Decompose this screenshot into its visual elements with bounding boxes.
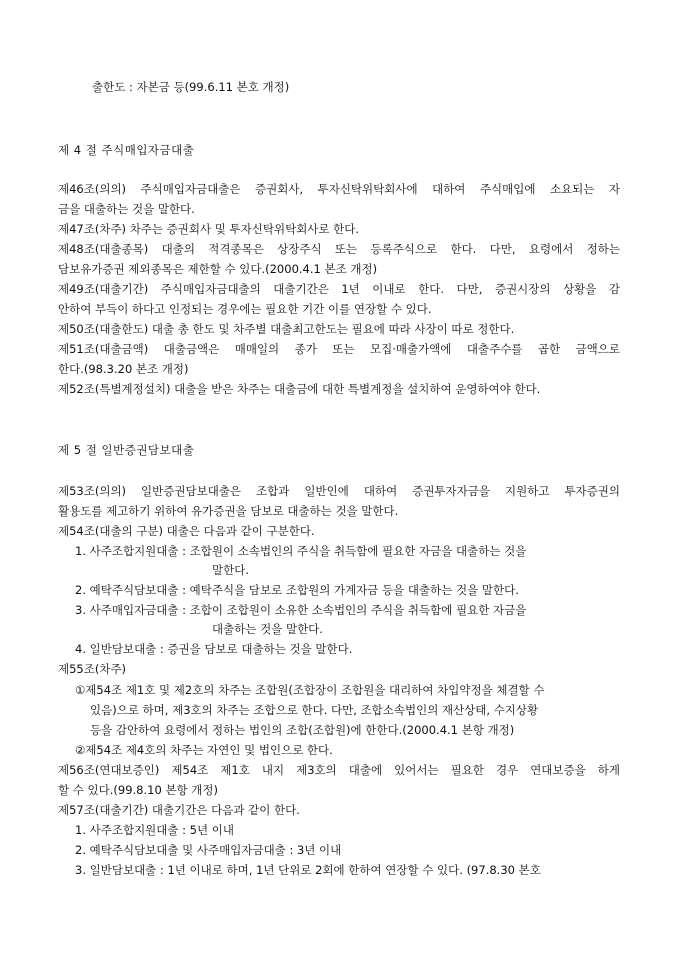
article-56-line-1: 제56조(연대보증인) 제54조 제1호 내지 제3호의 대출에 있어서는 필요한 경우 연대보증을 하게 (58, 763, 620, 777)
article-49-line-2: 안하여 부득이 하다고 인정되는 경우에는 필요한 기간 이를 연장할 수 있다. (58, 302, 432, 316)
article-54-item-2: 2. 예탁주식담보대출 : 예탁주식을 담보로 조합원의 가계자금 등을 대출하는 것을 말한다. (75, 583, 519, 597)
article-54-item-3-line-2: 대출하는 것을 말한다. (212, 622, 323, 636)
article-57-item-1: 1. 사주조합지원대출 : 5년 이내 (75, 823, 234, 837)
article-55-para-1-line-2: 있음)으로 하며, 제3호의 차주는 조합으로 한다. 다만, 조합소속법인의 재산상태, 수지상황 (90, 703, 539, 717)
article-54: 제54조(대출의 구분) 대출은 다음과 같이 구분한다. (58, 524, 315, 538)
article-55-para-1-line-1: ①제54조 제1호 및 제2호의 차주는 조합원(조합장이 조합원을 대리하여 차입약정을 체결할 수 (75, 683, 545, 697)
article-56-line-2: 할 수 있다.(99.8.10 본항 개정) (58, 783, 219, 797)
section-5-heading: 제 5 절 일반증권담보대출 (58, 443, 195, 457)
article-54-item-3-line-1: 3. 사주매입자금대출 : 조합이 조합원이 소유한 소속법인의 주식을 취득함에 필요한 자금을 (75, 603, 527, 617)
article-51-line-1: 제51조(대출금액) 대출금액은 매매일의 종가 또는 모집·매출가액에 대출주수를 곱한 금액으로 (58, 342, 620, 356)
article-53-line-2: 활용도를 제고하기 위하여 유가증권을 담보로 대출하는 것을 말한다. (58, 504, 399, 518)
section-4-heading: 제 4 절 주식매입자금대출 (58, 143, 195, 157)
article-57: 제57조(대출기간) 대출기간은 다음과 같이 한다. (58, 803, 300, 817)
article-55-para-1-line-3: 등을 감안하여 요령에서 정하는 법인의 조합(조합원)에 한한다.(2000.4.1 본항 개정) (90, 723, 515, 737)
article-55-para-2: ②제54조 제4호의 차주는 자연인 및 법인으로 한다. (75, 743, 333, 757)
article-57-item-2: 2. 예탁주식담보대출 및 사주매입자금대출 : 3년 이내 (75, 843, 342, 857)
article-51-line-2: 한다.(98.3.20 본조 개정) (58, 362, 189, 376)
article-46-line-2: 금을 대출하는 것을 말한다. (58, 202, 195, 216)
continued-line: 출한도 : 자본금 등(99.6.11 본호 개정) (92, 80, 290, 94)
article-50: 제50조(대출한도) 대출 총 한도 및 차주별 대출최고한도는 필요에 따라 사장이 따로 정한다. (58, 322, 515, 336)
article-54-item-1-line-2: 말한다. (212, 563, 249, 577)
article-48-line-1: 제48조(대출종목) 대출의 적격종목은 상장주식 또는 등록주식으로 한다. 다만, 요령에서 정하는 (58, 242, 620, 256)
article-47: 제47조(차주) 차주는 증권회사 및 투자신탁위탁회사로 한다. (58, 222, 360, 236)
article-52: 제52조(특별계정설치) 대출을 받은 차주는 대출금에 대한 특별계정을 설치하여 운영하여야 한다. (58, 382, 541, 396)
article-53-line-1: 제53조(의의) 일반증권담보대출은 조합과 일반인에 대하여 증권투자자금을 지원하고 투자증권의 (58, 484, 620, 498)
article-55: 제55조(차주) (58, 662, 127, 676)
article-48-line-2: 담보유가증권 제외종목은 제한할 수 있다.(2000.4.1 본조 개정) (58, 262, 378, 276)
article-57-item-3: 3. 일반담보대출 : 1년 이내로 하며, 1년 단위로 2회에 한하여 연장할 수 있다. (97.8.30 본호 (75, 863, 541, 877)
article-49-line-1: 제49조(대출기간) 주식매입자금대출의 대출기간은 1년 이내로 한다. 다만, 증권시장의 상황을 감 (58, 282, 620, 296)
article-54-item-4: 4. 일반담보대출 : 증권을 담보로 대출하는 것을 말한다. (75, 642, 353, 656)
article-54-item-1-line-1: 1. 사주조합지원대출 : 조합원이 소속법인의 주식을 취득함에 필요한 자금을 대출하는 것을 (75, 544, 527, 558)
article-46-line-1: 제46조(의의) 주식매입자금대출은 증권회사, 투자신탁위탁회사에 대하여 주식매입에 소요되는 자 (58, 182, 620, 196)
